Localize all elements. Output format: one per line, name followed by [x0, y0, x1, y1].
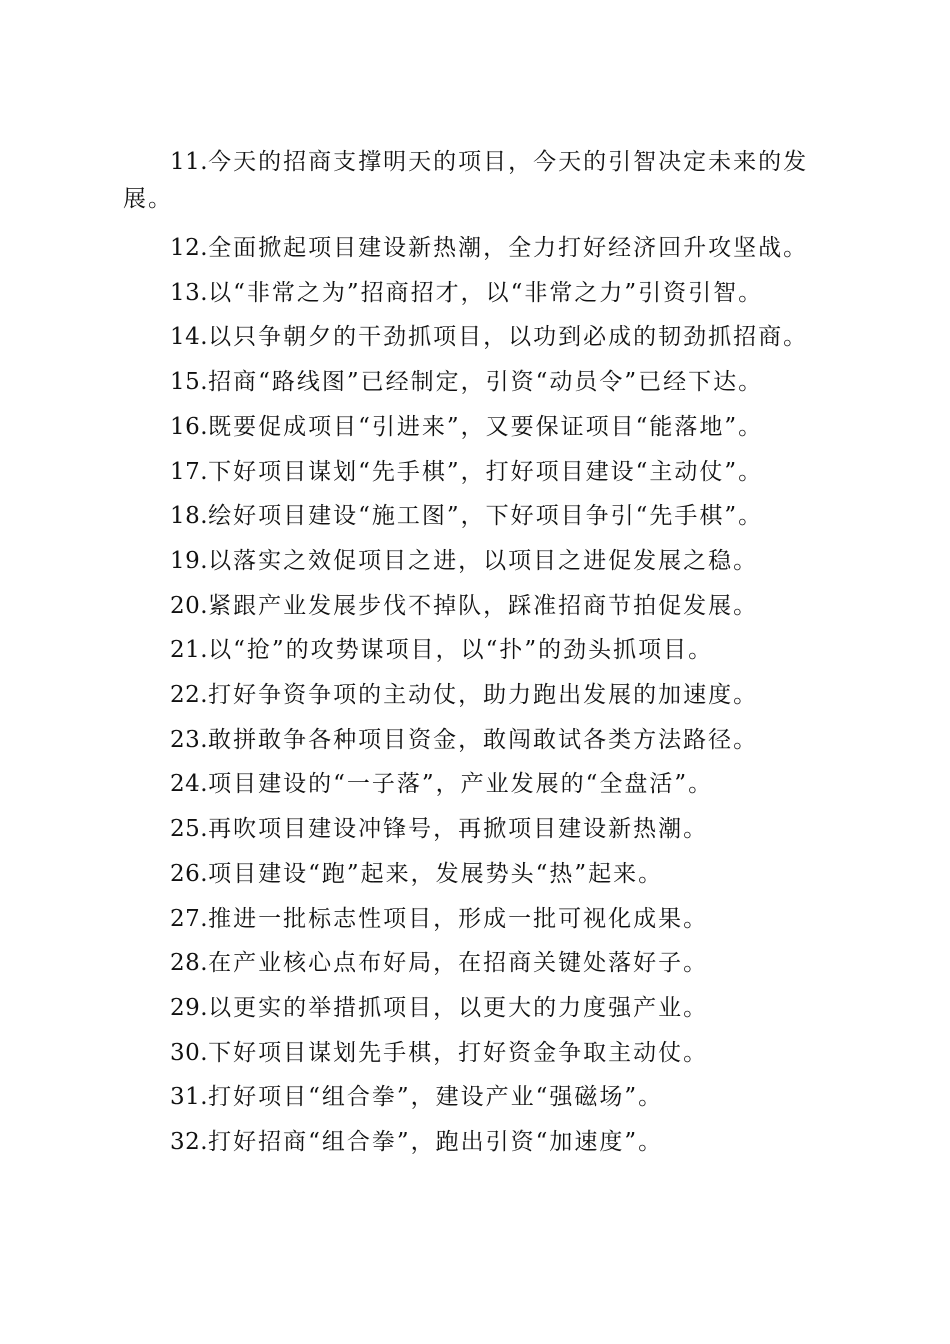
list-item-18 — [123, 494, 823, 539]
item-text: 招商“路线图”已经制定，引资“动员令”已经下达。 — [208, 369, 764, 396]
item-number: 21. — [170, 637, 209, 664]
slogan-list — [123, 144, 823, 1165]
item-number: 12. — [170, 235, 209, 261]
item-text: 以“抢”的攻势谋项目，以“扑”的劲头抓项目。 — [208, 637, 714, 664]
item-text: 项目建设的“一子落”，产业发展的“全盘活”。 — [208, 771, 714, 798]
item-number: 13. — [170, 279, 209, 306]
list-item-13 — [123, 271, 823, 316]
list-item-29 — [123, 986, 823, 1031]
list-item-14 — [123, 315, 823, 360]
list-item-26 — [123, 852, 823, 897]
list-item-19 — [123, 539, 823, 584]
item-text: 打好争资争项的主动仗，助力跑出发展的加速度。 — [208, 682, 759, 709]
item-text: 全面掀起项目建设新热潮，全力打好经济回升攻坚战。 — [208, 235, 809, 261]
list-item-32 — [123, 1120, 823, 1165]
item-text: 紧跟产业发展步伐不掉队，踩准招商节拍促发展。 — [208, 592, 759, 619]
list-item-21 — [123, 628, 823, 673]
list-item-17 — [123, 450, 823, 495]
item-number: 20. — [170, 592, 209, 619]
item-text: 今天的招商支撑明天的项目，今天的引智决定未来的发展。 — [123, 149, 809, 212]
item-number: 31. — [170, 1084, 209, 1111]
item-number: 18. — [170, 503, 209, 530]
item-number: 23. — [170, 726, 209, 753]
list-item-22 — [123, 673, 823, 718]
item-text: 以“非常之为”招商招才，以“非常之力”引资引智。 — [208, 279, 764, 306]
list-item-16 — [123, 405, 823, 450]
item-number: 22. — [170, 682, 209, 709]
item-text: 以更实的举措抓项目，以更大的力度强产业。 — [208, 994, 709, 1021]
list-item-15 — [123, 360, 823, 405]
item-number: 19. — [170, 547, 209, 574]
item-text: 推进一批标志性项目，形成一批可视化成果。 — [208, 905, 709, 932]
item-number: 16. — [170, 413, 209, 440]
item-text: 绘好项目建设“施工图”，下好项目争引“先手棋”。 — [208, 503, 764, 530]
item-number: 26. — [170, 860, 209, 887]
item-number: 30. — [170, 1039, 209, 1066]
list-item-20 — [123, 584, 823, 629]
list-item-25 — [123, 807, 823, 852]
list-item-24 — [123, 762, 823, 807]
item-text: 敢拼敢争各种项目资金，敢闯敢试各类方法路径。 — [208, 726, 759, 753]
list-item-11 — [123, 144, 823, 218]
item-number: 11. — [170, 149, 209, 175]
list-item-31 — [123, 1075, 823, 1120]
list-item-30 — [123, 1031, 823, 1076]
item-text: 项目建设“跑”起来，发展势头“热”起来。 — [208, 860, 664, 887]
item-number: 25. — [170, 816, 209, 843]
item-text: 下好项目谋划先手棋，打好资金争取主动仗。 — [208, 1039, 709, 1066]
item-number: 15. — [170, 369, 209, 396]
item-text: 以落实之效促项目之进，以项目之进促发展之稳。 — [208, 547, 759, 574]
item-number: 32. — [170, 1129, 209, 1156]
list-item-28 — [123, 941, 823, 986]
item-text: 在产业核心点布好局，在招商关键处落好子。 — [208, 950, 709, 977]
item-number: 17. — [170, 458, 209, 485]
list-item-12 — [123, 226, 823, 271]
item-number: 28. — [170, 950, 209, 977]
item-number: 24. — [170, 771, 209, 798]
item-text: 打好招商“组合拳”，跑出引资“加速度”。 — [208, 1129, 664, 1156]
list-item-23 — [123, 718, 823, 763]
list-item-27 — [123, 897, 823, 942]
item-text: 以只争朝夕的干劲抓项目，以功到必成的韧劲抓招商。 — [208, 324, 809, 351]
item-text: 再吹项目建设冲锋号，再掀项目建设新热潮。 — [208, 816, 709, 843]
item-text: 打好项目“组合拳”，建设产业“强磁场”。 — [208, 1084, 664, 1111]
item-number: 29. — [170, 994, 209, 1021]
item-text: 下好项目谋划“先手棋”，打好项目建设“主动仗”。 — [208, 458, 764, 485]
item-text: 既要促成项目“引进来”，又要保证项目“能落地”。 — [208, 413, 764, 440]
item-number: 14. — [170, 324, 209, 351]
item-number: 27. — [170, 905, 209, 932]
